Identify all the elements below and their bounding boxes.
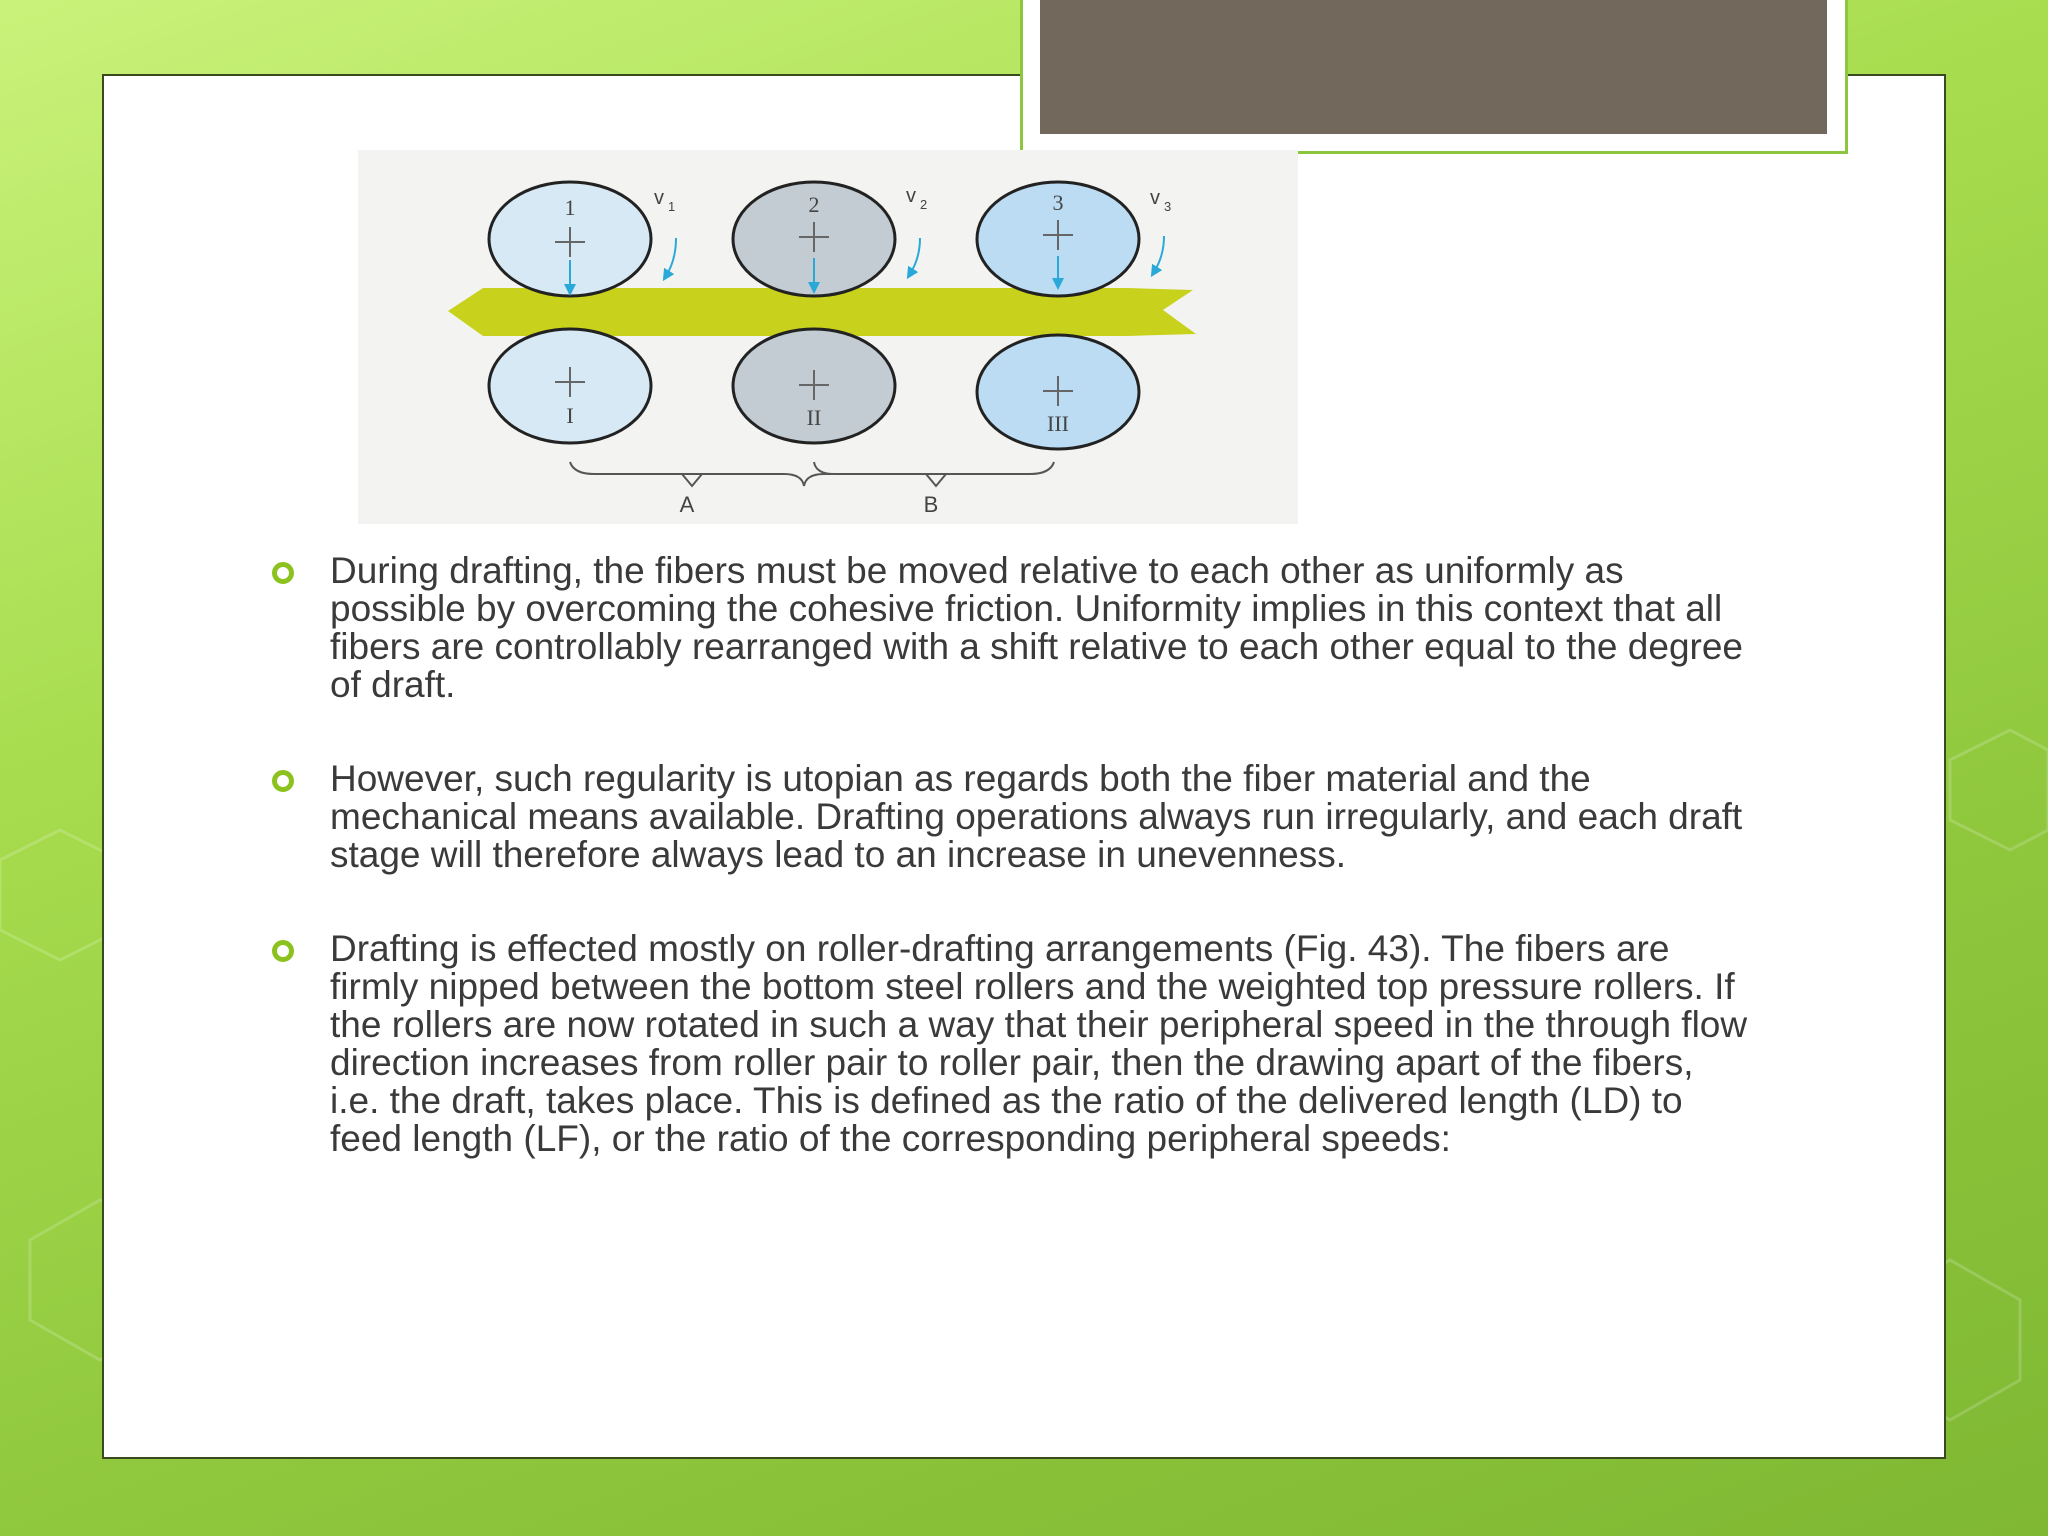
- zone-brace-b-tip: [926, 474, 946, 486]
- bullet-ring-icon: [272, 562, 294, 584]
- bullet-item: [330, 760, 1750, 874]
- bullet-list: [330, 552, 1750, 1214]
- velocity-subscript-3: 3: [1164, 199, 1172, 214]
- velocity-label-3: v: [1150, 187, 1160, 209]
- top-roller-label-2: 2: [808, 192, 820, 217]
- rotation-arrow-2: [910, 238, 920, 274]
- velocity-subscript-2: 2: [920, 197, 928, 212]
- zone-brace-b: [814, 462, 1054, 474]
- drafting-diagram: [358, 150, 1298, 524]
- bullet-ring-icon: [272, 770, 294, 792]
- bullet-item: [330, 930, 1750, 1158]
- zone-label-a: A: [679, 492, 695, 517]
- bullet-text: Drafting is effected mostly on roller-drafting arrangements (Fig. 43). The fibers are firmly nipped between the bottom steel rollers and the weighted top pressure rollers. If the rollers are now rotated in such a way that their peripheral speed in the through flow direction increases from roller pair to roller pair, then the drawing apart of the fibers, i.e. the draft, takes place. This is defined as the ratio of the delivered length (LD) to feed length (LF), or the ratio of the corresponding peripheral speeds:: [330, 928, 1748, 1159]
- zone-label-b: B: [923, 492, 939, 517]
- bullet-ring-icon: [272, 940, 294, 962]
- top-roller-label-1: 1: [564, 195, 576, 220]
- bottom-roller-label-2: II: [806, 405, 822, 430]
- title-placeholder: [1040, 0, 1827, 134]
- bullet-text: However, such regularity is utopian as regards both the fiber material and the mechanical means available. Drafting operations always run irregularly, and each draft stage will therefore always lead to an increase in unevenness.: [330, 758, 1743, 875]
- bullet-item: [330, 552, 1750, 704]
- bottom-roller-label-1: I: [566, 403, 574, 428]
- rotation-arrow-3: [1154, 236, 1164, 272]
- zone-brace-a-tip: [682, 474, 702, 486]
- velocity-subscript-1: 1: [668, 199, 676, 214]
- drafting-rollers-figure: [358, 150, 1298, 524]
- bullet-text: During drafting, the fibers must be moved relative to each other as uniformly as possible by overcoming the cohesive friction. Uniformity implies in this context that all fibers are controllably rearranged with a shift relative to each other equal to the degree of draft.: [330, 550, 1743, 705]
- velocity-label-2: v: [906, 185, 916, 207]
- top-roller-label-3: 3: [1052, 190, 1064, 215]
- velocity-label-1: v: [654, 187, 664, 209]
- bottom-roller-label-3: III: [1047, 411, 1069, 436]
- rotation-arrow-1: [666, 238, 676, 276]
